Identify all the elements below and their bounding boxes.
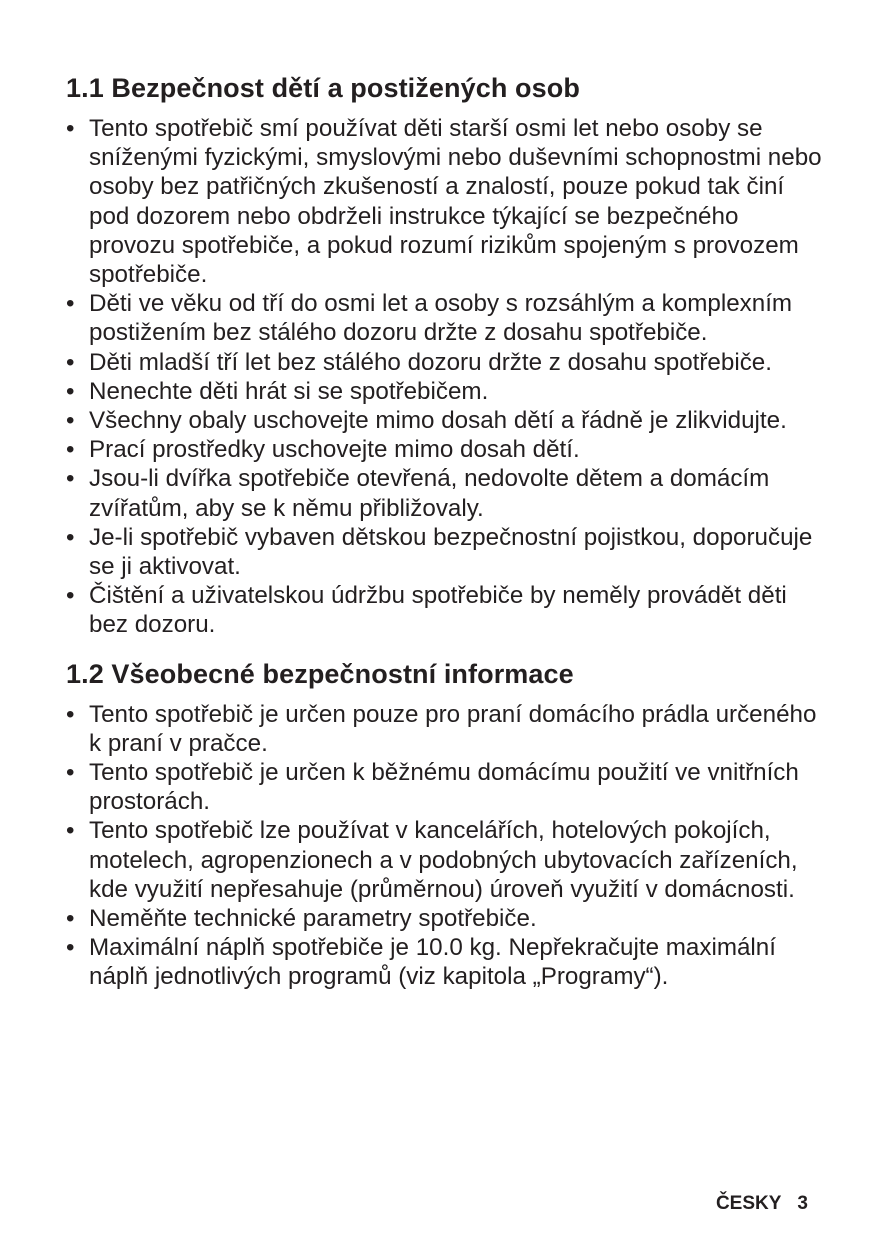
child-safety-list bbox=[66, 114, 826, 640]
list-item: • Děti ve věku od tří do osmi let a osoby s rozsáhlým a komplexním postižením bez stálého dozoru držte z dosahu spotřebiče. bbox=[66, 289, 826, 347]
list-item: • Neměňte technické parametry spotřebiče. bbox=[66, 904, 826, 933]
section-heading-general-safety: 1.2 Všeobecné bezpečnostní informace bbox=[66, 658, 574, 689]
list-item: • Je-li spotřebič vybaven dětskou bezpečnostní pojistkou, doporučuje se ji aktivovat. bbox=[66, 523, 826, 581]
general-safety-list bbox=[66, 700, 826, 992]
footer-language: ČESKY bbox=[715, 1193, 782, 1214]
section-heading-child-safety: 1.1 Bezpečnost dětí a postižených osob bbox=[66, 73, 580, 103]
list-item: • Maximální náplň spotřebiče je 10.0 kg. Nepřekračujte maximální náplň jednotlivých programů (viz kapitola „Programy“). bbox=[66, 933, 826, 991]
list-item: • Nenechte děti hrát si se spotřebičem. bbox=[66, 377, 826, 406]
list-item: • Děti mladší tří let bez stálého dozoru držte z dosahu spotřebiče. bbox=[66, 348, 826, 377]
list-item: • Všechny obaly uschovejte mimo dosah dětí a řádně je zlikvidujte. bbox=[66, 406, 826, 435]
list-item: • Čištění a uživatelskou údržbu spotřebiče by neměly provádět děti bez dozoru. bbox=[66, 581, 826, 639]
list-item: • Tento spotřebič je určen k běžnému domácímu použití ve vnitřních prostorách. bbox=[66, 758, 826, 816]
list-item: • Tento spotřebič lze používat v kancelářích, hotelových pokojích, motelech, agropenzionech a v podobných ubytovacích zařízeních, kde využití nepřesahuje (průměrnou) úroveň využití v domácnosti. bbox=[66, 816, 826, 904]
list-item: • Prací prostředky uschovejte mimo dosah dětí. bbox=[66, 435, 826, 464]
list-item: • Tento spotřebič je určen pouze pro praní domácího prádla určeného k praní v pračce. bbox=[66, 700, 826, 758]
page-number: 3 bbox=[797, 1193, 808, 1214]
page-footer bbox=[716, 1192, 808, 1216]
document-body bbox=[66, 70, 826, 992]
list-item: • Jsou-li dvířka spotřebiče otevřená, nedovolte dětem a domácím zvířatům, aby se k němu přibližovaly. bbox=[66, 464, 826, 522]
list-item: • Tento spotřebič smí používat děti starší osmi let nebo osoby se sníženými fyzickými, smyslovými nebo duševními schopnostmi nebo osoby bez patřičných zkušeností a znalostí, pouze pokud tak činí pod dozorem nebo obdrželi instrukce týkající se bezpečného provozu spotřebiče, a pokud rozumí rizikům spojeným s provozem spotřebiče. bbox=[66, 114, 826, 289]
